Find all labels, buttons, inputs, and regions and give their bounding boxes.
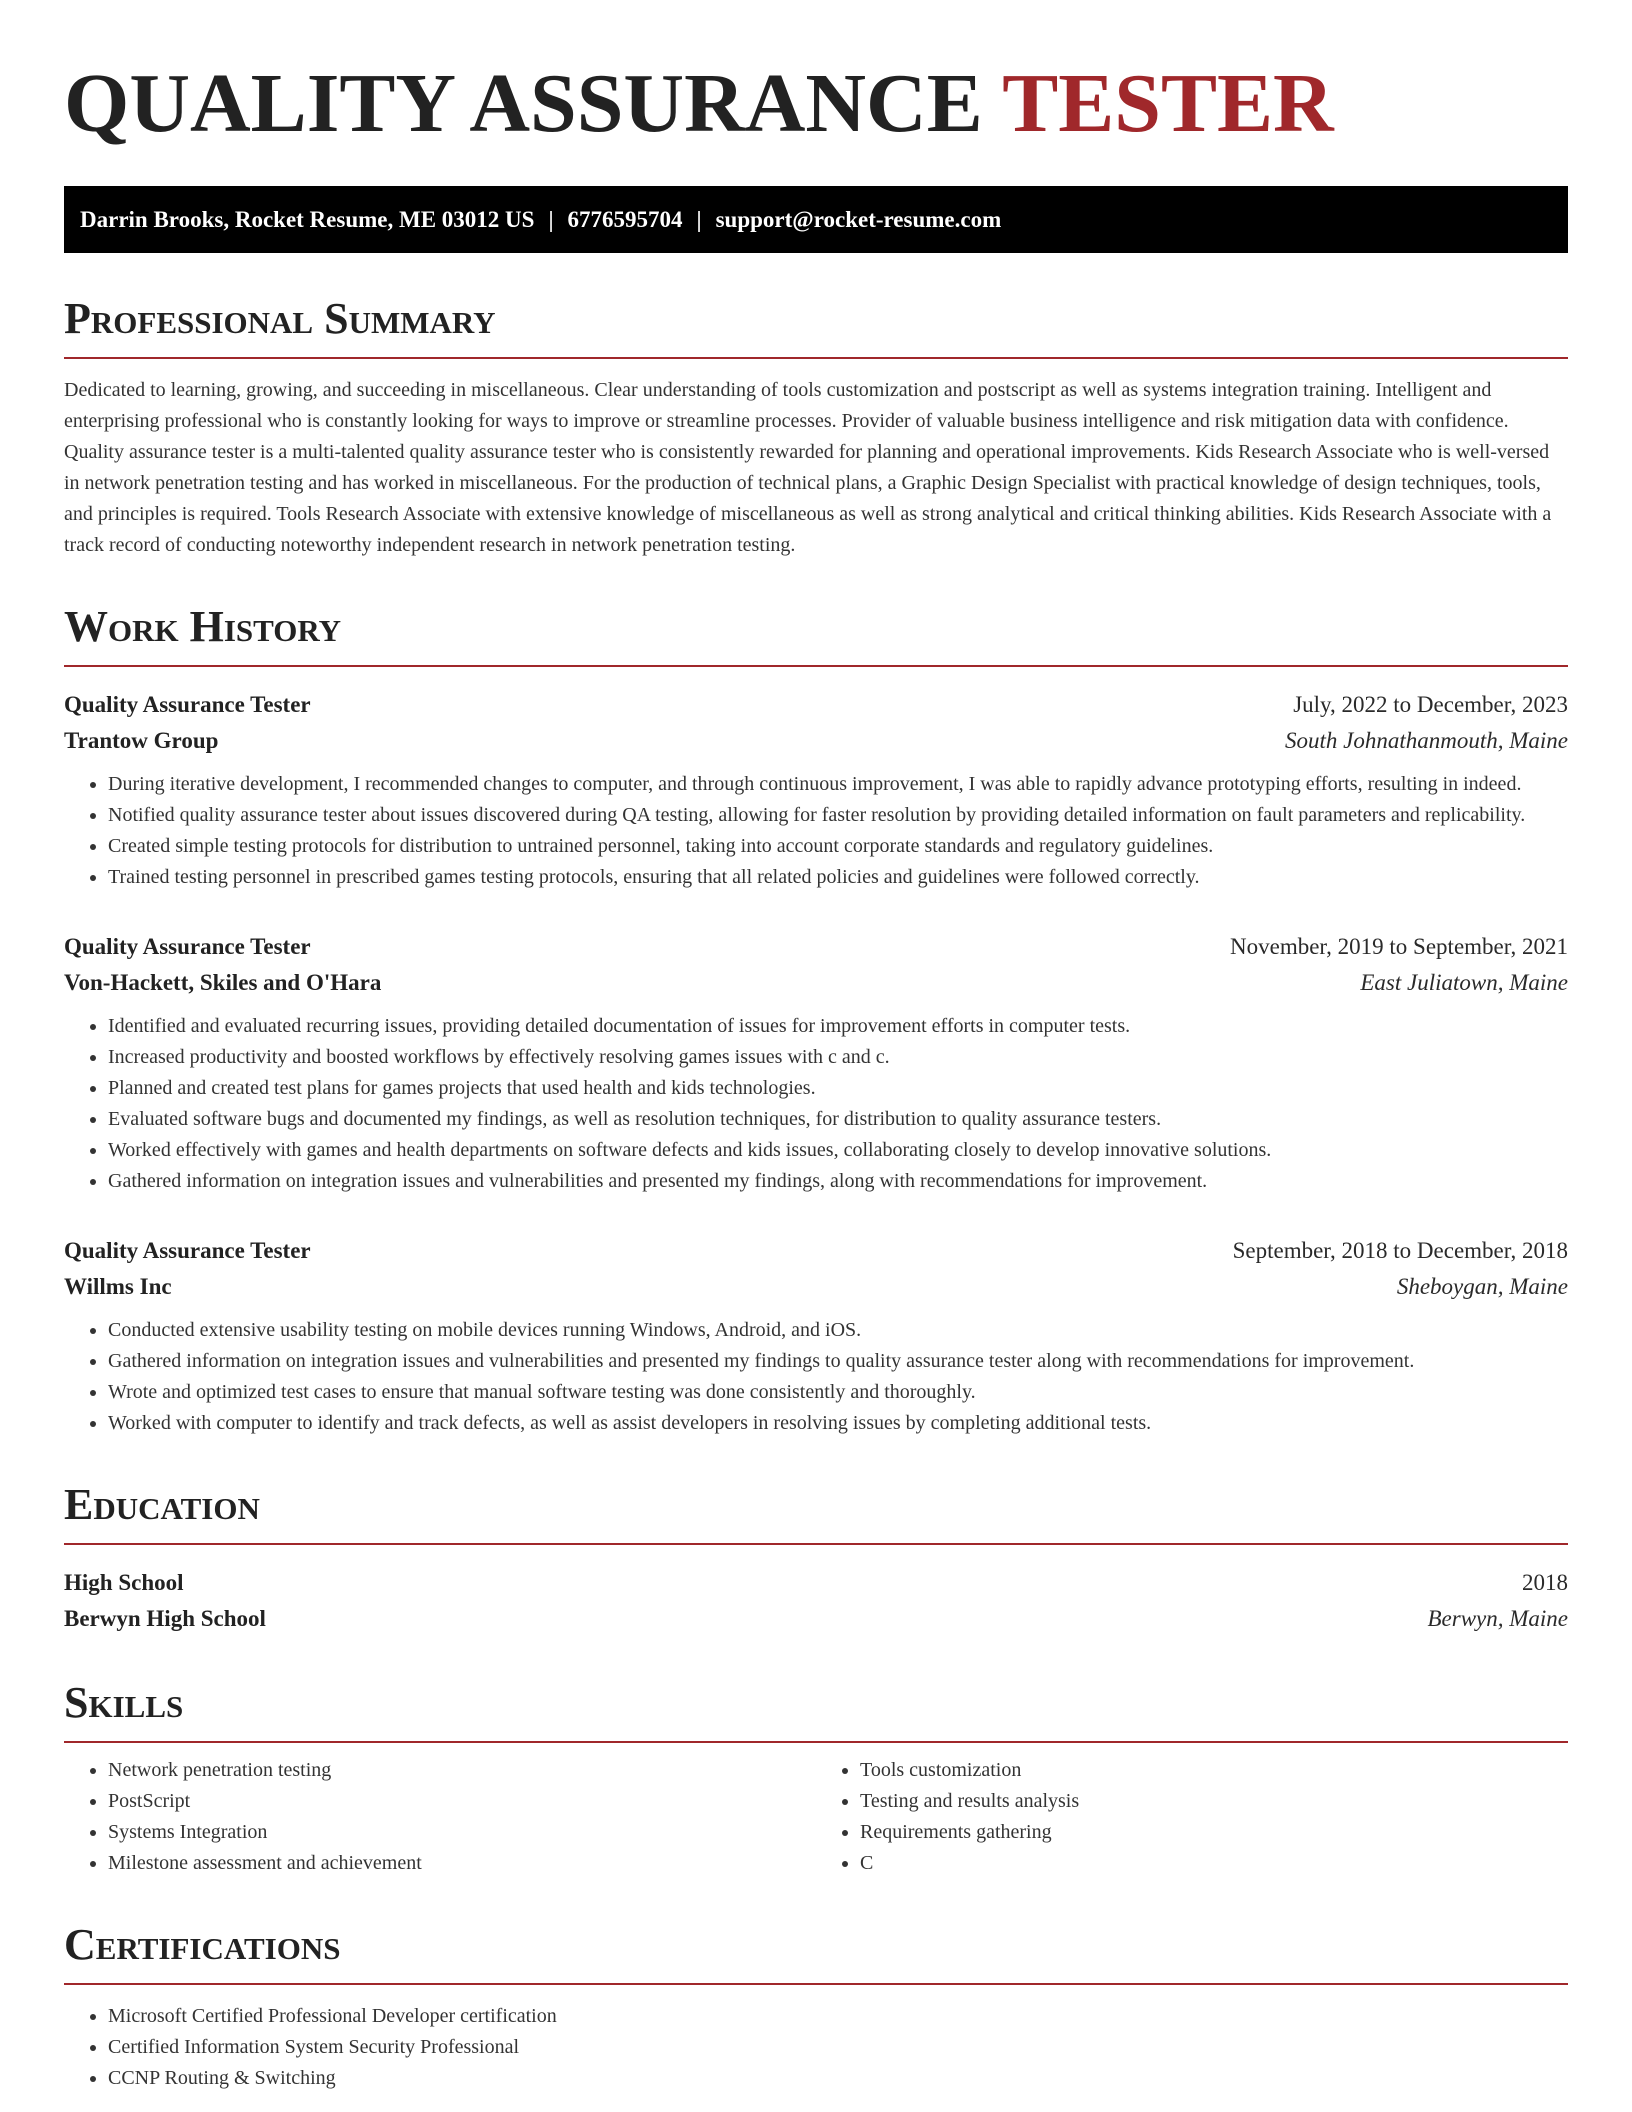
education-location: Berwyn, Maine	[1427, 1606, 1568, 1631]
certification-item: • CCNP Routing & Switching	[108, 2063, 1568, 2094]
job-title: Quality Assurance Tester	[64, 692, 311, 717]
contact-bar	[64, 186, 1568, 253]
job-bullet: • Gathered information on integration issues and vulnerabilities and presented my findings, along with recommendations for improvement.	[108, 1166, 1568, 1197]
job-bullets	[64, 769, 1568, 893]
job-bullet: • Gathered information on integration issues and vulnerabilities and presented my findings to quality assurance tester along with recommendations for improvement.	[108, 1346, 1568, 1377]
job-title: Quality Assurance Tester	[64, 1238, 311, 1263]
job-title: Quality Assurance Tester	[64, 934, 311, 959]
section-heading: Skills	[64, 1678, 184, 1727]
skill-item: • PostScript	[108, 1786, 816, 1817]
contact-separator: |	[548, 206, 554, 232]
section-divider	[64, 1983, 1568, 1985]
section-divider	[64, 665, 1568, 667]
skill-item: • Tools customization	[860, 1755, 1568, 1786]
skills-column-left	[64, 1755, 816, 1879]
skill-item: • Testing and results analysis	[860, 1786, 1568, 1817]
resume-title	[64, 56, 1568, 152]
job-location: East Juliatown, Maine	[1360, 970, 1568, 995]
education-section	[64, 1481, 1568, 1637]
education-entry	[64, 1565, 1568, 1637]
skills-grid	[64, 1755, 1568, 1879]
job-bullet: • Identified and evaluated recurring issues, providing detailed documentation of issues for improvement efforts in computer tests.	[108, 1011, 1568, 1042]
job-bullets	[64, 1011, 1568, 1197]
job-bullet: • Created simple testing protocols for distribution to untrained personnel, taking into account corporate standards and regulatory guidelines.	[108, 831, 1568, 862]
job-bullet: • Notified quality assurance tester about issues discovered during QA testing, allowing for faster resolution by providing detailed information on fault parameters and replicability.	[108, 800, 1568, 831]
education-degree: High School	[64, 1570, 184, 1595]
section-divider	[64, 1741, 1568, 1743]
job-bullet: • During iterative development, I recommended changes to computer, and through continuous improvement, I was able to rapidly advance prototyping efforts, resulting in indeed.	[108, 769, 1568, 800]
job-bullet: • Planned and created test plans for games projects that used health and kids technologies.	[108, 1073, 1568, 1104]
job-entry	[64, 929, 1568, 1197]
job-bullet: • Worked with computer to identify and track defects, as well as assist developers in resolving issues by completing additional tests.	[108, 1408, 1568, 1439]
job-entry	[64, 687, 1568, 893]
job-dates: November, 2019 to September, 2021	[1230, 934, 1568, 959]
education-school: Berwyn High School	[64, 1606, 266, 1631]
section-heading: Professional Summary	[64, 294, 496, 343]
job-company: Willms Inc	[64, 1274, 172, 1299]
contact-address: Darrin Brooks, Rocket Resume, ME 03012 US	[80, 206, 535, 232]
job-bullet: • Worked effectively with games and health departments on software defects and kids issues, collaborating closely to develop innovative solutions.	[108, 1135, 1568, 1166]
skill-item: • Milestone assessment and achievement	[108, 1848, 816, 1879]
skill-item: • Network penetration testing	[108, 1755, 816, 1786]
skills-section	[64, 1679, 1568, 1879]
job-bullet: • Evaluated software bugs and documented my findings, as well as resolution techniques, for distribution to quality assurance testers.	[108, 1104, 1568, 1135]
summary-text: Dedicated to learning, growing, and succeeding in miscellaneous. Clear understanding of tools customization and postscript as well as systems integration training. Intelligent and enterprising professional who is constantly looking for ways to improve or streamline processes. Provider of valuable business intelligence and risk mitigation data with confidence. Quality assurance tester is a multi-talented quality assurance tester who is consistently rewarded for planning and operational improvements. Kids Research Associate who is well-versed in network penetration testing and has worked in miscellaneous. For the production of technical plans, a Graphic Design Specialist with practical knowledge of design techniques, tools, and principles is required. Tools Research Associate with extensive knowledge of miscellaneous as well as strong analytical and critical thinking abilities. Kids Research Associate with a track record of conducting noteworthy independent research in network penetration testing.	[64, 379, 1552, 556]
education-year: 2018	[1522, 1570, 1568, 1595]
certifications-list	[64, 2001, 1568, 2094]
section-heading: Education	[64, 1480, 260, 1529]
contact-separator: |	[696, 206, 702, 232]
contact-phone: 6776595704	[567, 206, 683, 232]
job-dates: July, 2022 to December, 2023	[1293, 692, 1568, 717]
job-company: Von-Hackett, Skiles and O'Hara	[64, 970, 382, 995]
title-accent: TESTER	[1002, 57, 1334, 150]
skill-item: • Systems Integration	[108, 1817, 816, 1848]
skill-item: • Requirements gathering	[860, 1817, 1568, 1848]
section-divider	[64, 357, 1568, 359]
section-divider	[64, 1543, 1568, 1545]
job-bullets	[64, 1315, 1568, 1439]
summary-section	[64, 295, 1568, 561]
section-heading: Work History	[64, 602, 342, 651]
job-bullet: • Trained testing personnel in prescribed games testing protocols, ensuring that all related policies and guidelines were followed correctly.	[108, 862, 1568, 893]
certifications-section	[64, 1921, 1568, 2094]
certification-item: • Certified Information System Security Professional	[108, 2032, 1568, 2063]
job-bullet: • Wrote and optimized test cases to ensure that manual software testing was done consistently and thoroughly.	[108, 1377, 1568, 1408]
skill-item: • C	[860, 1848, 1568, 1879]
job-entry	[64, 1233, 1568, 1439]
job-location: South Johnathanmouth, Maine	[1285, 728, 1568, 753]
job-bullet: • Conducted extensive usability testing on mobile devices running Windows, Android, and iOS.	[108, 1315, 1568, 1346]
title-main: QUALITY ASSURANCE	[64, 57, 983, 150]
certification-item: • Microsoft Certified Professional Developer certification	[108, 2001, 1568, 2032]
job-bullet: • Increased productivity and boosted workflows by effectively resolving games issues with c and c.	[108, 1042, 1568, 1073]
work-history-section	[64, 603, 1568, 1439]
job-company: Trantow Group	[64, 728, 219, 753]
job-location: Sheboygan, Maine	[1396, 1274, 1568, 1299]
contact-email: support@rocket-resume.com	[715, 206, 1002, 232]
skills-column-right	[816, 1755, 1568, 1879]
job-dates: September, 2018 to December, 2018	[1232, 1238, 1568, 1263]
section-heading: Certifications	[64, 1920, 341, 1969]
